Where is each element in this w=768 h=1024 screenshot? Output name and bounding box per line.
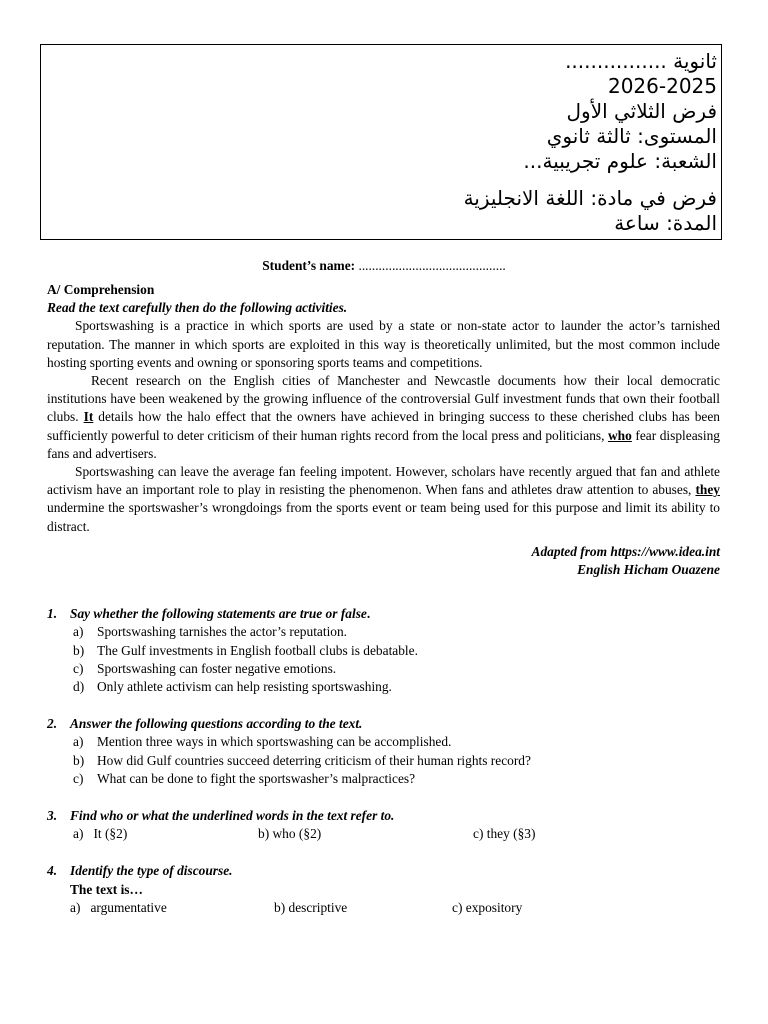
reading-instruction: Read the text carefully then do the following activities. [47,300,348,316]
section-title: A/ Comprehension [47,282,155,297]
question-3-text: Find who or what the underlined words in the text refer to. [70,808,395,824]
subject: فرض في مادة: اللغة الانجليزية [463,186,717,210]
text-paragraph-1: Sportswashing is a practice in which sports are used by a state or non-state actor to launder the actor’s tarnished reputation. The manner in which sports are exploited in this way is theoretically unlimited, but the most common include hosting sporting events and owning or sponsoring sports teams and competitions. [47,318,720,370]
option-c: c) expository [452,899,523,915]
question-2-title [47,715,720,733]
student-name-label: Student’s name: [262,258,356,273]
item-text: Only athlete activism can help resisting sportswashing. [97,679,392,695]
question-1-text: Say whether the following statements are true or false [70,606,367,622]
duration: المدة: ساعة [614,211,717,235]
school-year: 2026-2025 [607,74,717,98]
question-number: 2. [47,716,58,732]
question-1-items [73,623,720,696]
option-a: a) argumentative [70,899,167,915]
question-2-text: Answer the following questions according to the text. [70,716,363,732]
list-item [73,770,720,788]
question-4-title [47,862,720,880]
underlined-word-who: who [608,427,632,443]
paragraph-3-part-2: undermine the sportswasher’s wrongdoings from the sports event or team being used for this purpose and limit its ability to distract. [47,500,720,534]
text-source [47,543,720,579]
item-text: Sportswashing can foster negative emotions. [97,660,337,676]
item-text: Sportswashing tarnishes the actor’s reputation. [97,624,348,640]
paragraph-2-part-2: details how the halo effect that the owners have achieved in bringing success to these cherished clubs has been sufficiently powerful to deter criticism of their human rights record from the local press and politicians, [47,409,720,443]
option-a: a) It (§2) [73,826,128,842]
item-text: How did Gulf countries succeed deterring criticism of their human rights record? [97,752,531,768]
student-name-blank: ............................................ [358,258,506,273]
class-level: المستوى: ثالثة ثانوي [546,124,717,148]
underlined-word-they: they [695,482,720,498]
item-letter: c) [73,770,84,786]
school-name: ثانوية ................ [565,49,717,73]
source-author: English Hicham Ouazene [577,562,720,578]
question-4 [47,862,720,917]
option-c: c) they (§3) [473,826,536,842]
exam-content [47,281,720,917]
question-2 [47,715,720,788]
list-item [73,752,720,770]
list-item [73,678,720,696]
question-3-options [73,825,720,843]
source-link: Adapted from https://www.idea.int [531,543,720,559]
item-text: What can be done to fight the sportswasher’s malpractices? [97,770,416,786]
option-b: b) who (§2) [258,826,322,842]
list-item [73,623,720,641]
question-number: 4. [47,863,58,879]
paragraph-3-part-1: Sportswashing can leave the average fan feeling impotent. However, scholars have recently argued that fan and athlete activism have an important role to play in resisting the phenomenon. When fans and athletes draw attention to abuses, [47,464,720,498]
item-text: The Gulf investments in English football clubs is debatable. [97,642,418,658]
question-4-text: Identify the type of discourse. [70,863,233,879]
question-4-options [70,899,720,917]
question-number: 3. [47,808,58,824]
question-3-title [47,807,720,825]
item-letter: d) [73,679,85,695]
underlined-word-it: It [83,409,94,425]
text-paragraph-2 [47,372,720,463]
question-4-subhead: The text is… [70,881,143,897]
item-letter: a) [73,624,84,640]
item-letter: b) [73,642,85,658]
exam-title: فرض الثلاثي الأول [566,99,717,123]
question-1-period: . [366,606,371,622]
option-b: b) descriptive [274,899,348,915]
question-1 [47,605,720,696]
item-letter: a) [73,734,84,750]
paragraph-2-part-3: fear displeasing fans and advertisers. [47,427,720,461]
item-letter: b) [73,752,85,768]
student-name-line [0,258,768,274]
list-item [73,660,720,678]
list-item [73,642,720,660]
item-text: Mention three ways in which sportswashing can be accomplished. [97,734,452,750]
question-1-title [47,605,720,623]
question-number: 1. [47,606,58,622]
text-paragraph-3 [47,463,720,536]
question-2-items [73,733,720,788]
item-letter: c) [73,660,84,676]
branch: الشعبة: علوم تجريبية... [523,149,717,173]
list-item [73,733,720,751]
question-3 [47,807,720,843]
exam-header-box [40,44,722,240]
paragraph-2-part-1: Recent research on the English cities of Manchester and Newcastle documents how their local democratic institutions have been weakened by the growing influence of the controversial Gulf investment funds that own their football clubs. [47,373,720,425]
